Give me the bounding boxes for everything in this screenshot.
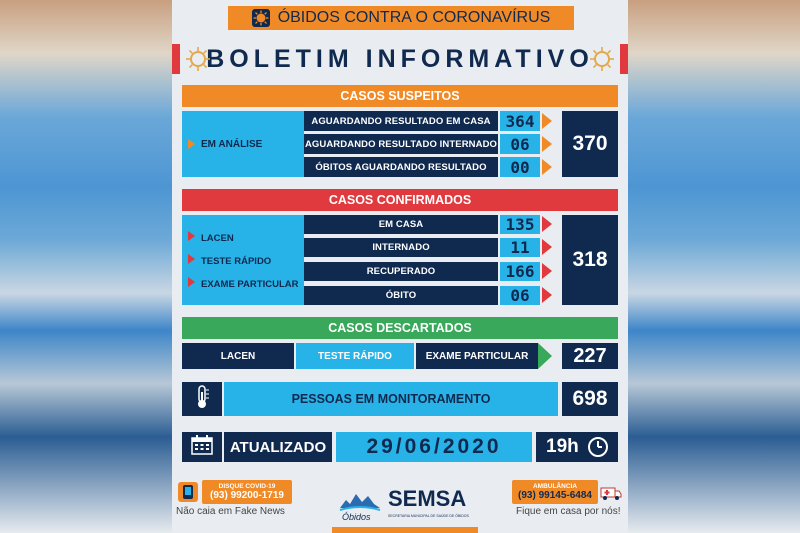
descartados-item-label: EXAME PARTICULAR xyxy=(425,350,529,362)
total-value: 370 xyxy=(572,132,608,155)
background-blur-right xyxy=(628,0,800,533)
confirmados-heading-label: CASOS CONFIRMADOS xyxy=(328,193,472,207)
virus-icon xyxy=(252,9,270,27)
row-label-text: INTERNADO xyxy=(372,242,430,253)
page-title: BOLETIM INFORMATIVO xyxy=(206,44,594,73)
suspeitos-row-label xyxy=(304,111,498,131)
monitoramento-total xyxy=(562,382,618,416)
suspeitos-heading xyxy=(182,85,618,107)
suspeitos-total xyxy=(562,111,618,177)
atualizado-label-box xyxy=(224,432,332,462)
thermometer-icon xyxy=(193,384,211,415)
monitoramento-label-box xyxy=(224,382,558,416)
confirmados-row-value xyxy=(500,262,540,281)
suspeitos-row-value xyxy=(500,111,540,131)
virus-icon xyxy=(184,45,212,78)
confirmados-row-label xyxy=(304,262,498,281)
monitoramento-label: PESSOAS EM MONITORAMENTO xyxy=(291,392,491,406)
descartados-total xyxy=(562,343,618,369)
em-analise-label: EM ANÁLISE xyxy=(201,138,263,150)
side-item xyxy=(188,231,234,244)
hotline-phone: (93) 99200-1719 xyxy=(210,490,284,501)
suspeitos-heading-label: CASOS SUSPEITOS xyxy=(340,89,460,103)
confirmados-side-panel xyxy=(182,215,304,305)
descartados-item xyxy=(416,343,538,369)
semsa-logo xyxy=(332,484,478,528)
campaign-banner xyxy=(228,6,574,30)
logo-org: SEMSA xyxy=(388,486,467,511)
descartados-heading xyxy=(182,317,618,339)
atualizado-time: 19h xyxy=(546,436,579,457)
row-label-text: AGUARDANDO RESULTADO EM CASA xyxy=(311,115,491,127)
total-value: 227 xyxy=(573,344,607,367)
row-value-text: 166 xyxy=(505,262,535,281)
row-value-text: 06 xyxy=(510,134,530,154)
row-value-text: 135 xyxy=(505,215,535,234)
descartados-item xyxy=(296,343,414,369)
confirmados-row-label xyxy=(304,286,498,305)
arrow-icon xyxy=(542,239,552,255)
descartados-item xyxy=(182,343,294,369)
clock-icon xyxy=(587,436,609,458)
side-item xyxy=(188,254,271,267)
row-label-text: ÓBITO xyxy=(385,290,417,301)
ambulancia-label: AMBULÂNCIA xyxy=(532,483,578,490)
hotline-label: DISQUE COVID-19 xyxy=(218,483,276,490)
atualizado-time-box xyxy=(536,432,618,462)
side-item-label: TESTE RÁPIDO xyxy=(201,255,272,267)
suspeitos-side-panel xyxy=(182,111,304,177)
descartados-item-label: TESTE RÁPIDO xyxy=(318,350,392,362)
suspeitos-row-value xyxy=(500,134,540,154)
stay-home-note: Fique em casa por nós! xyxy=(516,506,621,517)
confirmados-row-label xyxy=(304,238,498,257)
row-value-text: 364 xyxy=(505,111,535,131)
row-value-text: 00 xyxy=(510,157,530,177)
arrow-icon xyxy=(542,113,552,129)
calendar-icon xyxy=(190,434,214,461)
suspeitos-row-value xyxy=(500,157,540,177)
logo-city: Óbidos xyxy=(342,512,371,522)
row-value-text: 06 xyxy=(510,286,530,305)
footer-stripe xyxy=(332,527,478,533)
confirmados-heading xyxy=(182,189,618,211)
row-label-text: EM CASA xyxy=(378,219,424,230)
atualizado-date: 29/06/2020 xyxy=(366,435,502,458)
confirmados-row-value xyxy=(500,215,540,234)
virus-icon xyxy=(588,45,616,78)
atualizado-date-box xyxy=(336,432,532,462)
arrow-icon xyxy=(542,136,552,152)
descartados-heading-label: CASOS DESCARTADOS xyxy=(328,321,472,335)
ambulancia-phone: (93) 99145-6484 xyxy=(518,490,592,501)
row-value-text: 11 xyxy=(510,238,530,257)
suspeitos-row-label xyxy=(304,134,498,154)
atualizado-label: ATUALIZADO xyxy=(229,438,327,456)
confirmados-total xyxy=(562,215,618,305)
covid-hotline xyxy=(178,480,290,504)
total-value: 318 xyxy=(572,248,608,271)
bulletin-poster xyxy=(172,0,628,533)
confirmados-row-value xyxy=(500,286,540,305)
thermometer-box xyxy=(182,382,222,416)
city-skyline-icon xyxy=(338,486,382,512)
fake-news-note: Não caia em Fake News xyxy=(176,506,285,517)
side-item xyxy=(188,277,298,290)
row-label-text: ÓBITOS AGUARDANDO RESULTADO xyxy=(315,161,487,173)
side-item-label: LACEN xyxy=(201,232,234,244)
total-value: 698 xyxy=(572,387,608,410)
descartados-item-label: LACEN xyxy=(220,350,256,362)
confirmados-row-label xyxy=(304,215,498,234)
campaign-title: ÓBIDOS CONTRA O CORONAVÍRUS xyxy=(277,9,551,26)
row-label-text: RECUPERADO xyxy=(366,266,436,277)
phone-icon xyxy=(178,482,198,502)
ambulance-icon xyxy=(600,482,622,502)
arrow-icon xyxy=(542,287,552,303)
arrow-icon xyxy=(538,343,552,369)
arrow-icon xyxy=(542,159,552,175)
row-label-text: AGUARDANDO RESULTADO INTERNADO xyxy=(304,138,498,150)
logo-subtitle: SECRETARIA MUNICIPAL DE SAÚDE DE ÓBIDOS xyxy=(388,514,469,518)
arrow-icon xyxy=(542,263,552,279)
side-item-label: EXAME PARTICULAR xyxy=(201,278,299,290)
ambulancia-hotline xyxy=(512,480,624,504)
suspeitos-row-label xyxy=(304,157,498,177)
confirmados-row-value xyxy=(500,238,540,257)
calendar-box xyxy=(182,432,222,462)
background-blur-left xyxy=(0,0,172,533)
arrow-icon xyxy=(542,216,552,232)
title-bar xyxy=(172,44,628,74)
